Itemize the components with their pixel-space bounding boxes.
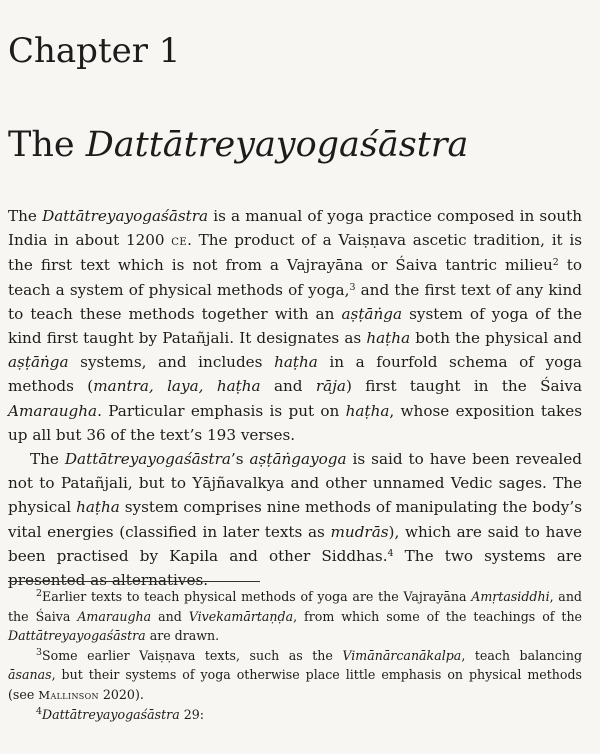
footnote-divider: [8, 581, 260, 582]
chapter-title-italic: Dattātreyayogaśāstra: [85, 125, 469, 166]
footnote-3: $^3$Some earlier Vaiṣṇava texts, such as the Vimānārcanākalpa, teach balancing āsanas, but their systems of yoga otherwise place little emphasis on physical methods (see Mallinson 2020).: [8, 646, 582, 702]
footnote-marker: 4: [36, 705, 43, 717]
footnotes: [8, 587, 582, 725]
body-text: [8, 204, 582, 592]
footnote-ref-2[interactable]: 2: [552, 257, 559, 269]
footnote-4: $^4$Dattātreyayogaśāstra 29:: [36, 705, 204, 722]
paragraph-2: The Dattātreyayogaśāstra’s aṣṭāṅgayoga is said to have been revealed not to Patañjali, but to Yājñavalkya and other unnamed Vedic sages. The physical haṭha system comprises nine methods of manipulating the body’s vital energies (classified in later texts as mudrās), which are said to have been practised by Kapila and other Siddhas.$^4$ The two systems are presented as alternatives.: [8, 450, 583, 590]
footnote-ref-4[interactable]: 4: [387, 547, 394, 559]
footnote-marker: 3: [36, 646, 43, 658]
chapter-title: The Dattātreyayogaśāstra: [8, 125, 469, 166]
paragraph-1: The Dattātreyayogaśāstra is a manual of yoga practice composed in south India in about 1200 ce. The product of a Vaiṣṇava ascetic tradition, it is the first text which is not from a Vajrayāna or Śaiva tantric milieu$^2$ to teach a system of physical methods of yoga,$^3$ and the first text of any kind to teach these methods together with an aṣṭāṅga system of yoga of the kind first taught by Patañjali. It designates as haṭha both the physical and aṣṭāṅga systems, and includes haṭha in a fourfold schema of yoga methods (mantra, laya, haṭha and rāja) first taught in the Śaiva Amaraugha. Particular emphasis is put on haṭha, whose exposition takes up all but 36 of the text’s 193 verses.: [8, 207, 583, 444]
footnote-2: $^2$Earlier texts to teach physical methods of yoga are the Vajrayāna Amṛtasiddhi, and the Śaiva Amaraugha and Vivekamārtaṇḍa, from which some of the teachings of the Dattātreyayogaśāstra are drawn.: [8, 587, 583, 643]
footnote-marker: 2: [36, 587, 43, 599]
chapter-label: Chapter 1: [8, 30, 181, 71]
footnote-ref-3[interactable]: 3: [349, 281, 356, 293]
